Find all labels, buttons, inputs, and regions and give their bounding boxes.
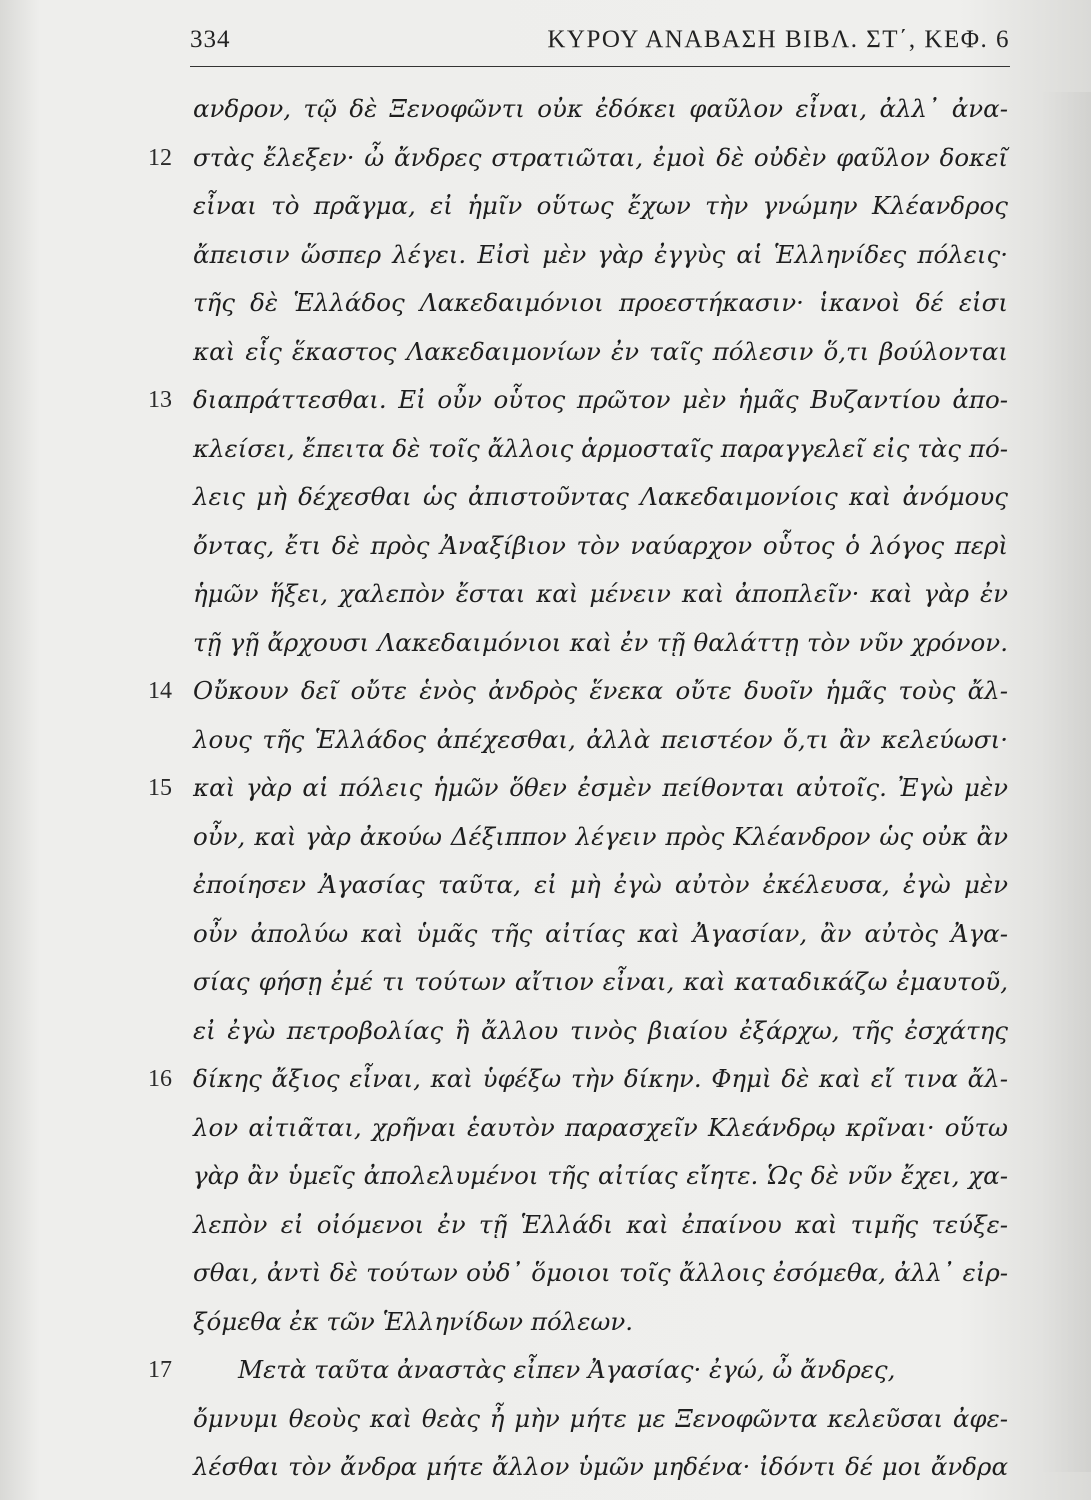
text-line	[0, 141, 1091, 190]
line-text: λέσθαι τὸν ἄνδρα μήτε ἄλλον ὑμῶν μηδένα· ἰδόντι δέ μοι ἄνδρα	[193, 1452, 1008, 1481]
line-text: ὄμνυμι θεοὺς καὶ θεὰς ἦ μὴν μήτε με Ξενοφῶντα κελεῦσαι ἀφε-	[193, 1403, 1008, 1433]
section-number: 13	[148, 387, 172, 413]
text-block	[0, 92, 1091, 1499]
section-number: 12	[148, 144, 172, 171]
page-number: 334	[190, 26, 231, 53]
line-text: λεπὸν εἰ οἰόμενοι ἐν τῇ Ἑλλάδι καὶ ἐπαίνου καὶ τιμῆς τεύξε-	[193, 1209, 1008, 1239]
text-line	[0, 189, 1091, 238]
line-text: καὶ εἷς ἕκαστος Λακεδαιμονίων ἐν ταῖς πόλεσιν ὅ,τι βούλονται	[193, 336, 1008, 366]
line-text: ἄπεισιν ὥσπερ λέγει. Εἰσὶ μὲν γὰρ ἐγγὺς αἱ Ἑλληνίδες πόλεις·	[193, 239, 1008, 269]
text-line	[0, 771, 1091, 820]
text-line	[0, 820, 1091, 869]
text-line	[0, 1208, 1091, 1257]
line-text: ἐποίησεν Ἀγασίας ταῦτα, εἰ μὴ ἐγὼ αὐτὸν ἐκέλευσα, ἐγὼ μὲν	[193, 870, 1008, 899]
section-number: 15	[148, 775, 172, 801]
line-text: Οὔκουν δεῖ οὔτε ἑνὸς ἀνδρὸς ἕνεκα οὔτε δυοῖν ἡμᾶς τοὺς ἄλ-	[193, 676, 1008, 705]
line-text: τῇ γῇ ἄρχουσι Λακεδαιμόνιοι καὶ ἐν τῇ θαλάττῃ τὸν νῦν χρόνον.	[193, 627, 1008, 657]
line-text: κλείσει, ἔπειτα δὲ τοῖς ἄλλοις ἁρμοσταῖς παραγγελεῖ εἰς τὰς πό-	[193, 433, 1008, 463]
text-line	[0, 1014, 1091, 1063]
text-line	[0, 92, 1091, 141]
text-line	[0, 432, 1091, 481]
text-line	[0, 1450, 1091, 1499]
text-line	[0, 335, 1091, 384]
text-line	[0, 238, 1091, 287]
page-header	[190, 26, 1010, 66]
line-text: διαπράττεσθαι. Εἰ οὖν οὗτος πρῶτον μὲν ἡμᾶς Βυζαντίου ἀπο-	[193, 385, 1008, 414]
line-text: λον αἰτιᾶται, χρῆναι ἑαυτὸν παρασχεῖν Κλεάνδρῳ κρῖναι· οὕτω	[193, 1112, 1008, 1142]
line-text: στὰς ἔλεξεν· ὦ ἄνδρες στρατιῶται, ἐμοὶ δὲ οὐδὲν φαῦλον δοκεῖ	[193, 142, 1008, 172]
section-number: 17	[148, 1357, 172, 1383]
line-text: Μετὰ ταῦτα ἀναστὰς εἶπεν Ἀγασίας· ἐγώ, ὦ ἄνδρες,	[238, 1355, 896, 1384]
text-line	[0, 529, 1091, 578]
section-number: 16	[148, 1066, 172, 1092]
text-line	[0, 917, 1091, 966]
line-text: ἡμῶν ἥξει, χαλεπὸν ἔσται καὶ μένειν καὶ ἀποπλεῖν· καὶ γὰρ ἐν	[193, 579, 1008, 608]
line-text: ὄντας, ἔτι δὲ πρὸς Ἀναξίβιον τὸν ναύαρχον οὗτος ὁ λόγος περὶ	[193, 530, 1008, 560]
running-title: ΚΥΡΟΥ ΑΝΑΒΑΣΗ ΒΙΒΛ. ΣΤ΄, ΚΕΦ. 6	[547, 26, 1010, 53]
text-line	[0, 1159, 1091, 1208]
text-line	[0, 577, 1091, 626]
line-text: σθαι, ἀντὶ δὲ τούτων οὐδ᾿ ὅμοιοι τοῖς ἄλλοις ἐσόμεθα, ἀλλ᾿ εἰρ-	[193, 1258, 1008, 1287]
text-line	[0, 1062, 1091, 1111]
text-line	[0, 723, 1091, 772]
header-rule	[190, 66, 1010, 67]
line-text: καὶ γὰρ αἱ πόλεις ἡμῶν ὅθεν ἐσμὲν πείθονται αὐτοῖς. Ἐγὼ μὲν	[193, 773, 1008, 802]
text-line	[0, 383, 1091, 432]
text-line	[0, 1111, 1091, 1160]
line-text: λους τῆς Ἑλλάδος ἀπέχεσθαι, ἀλλὰ πειστέον ὅ,τι ἂν κελεύωσι·	[193, 724, 1008, 754]
text-line	[0, 286, 1091, 335]
line-text: λεις μὴ δέχεσθαι ὡς ἀπιστοῦντας Λακεδαιμονίοις καὶ ἀνόμους	[193, 482, 1008, 511]
text-line	[0, 965, 1091, 1014]
line-text: σίας φήσῃ ἐμέ τι τούτων αἴτιον εἶναι, καὶ καταδικάζω ἐμαυτοῦ,	[193, 967, 1008, 996]
text-line	[0, 1353, 1091, 1402]
section-number: 14	[148, 678, 172, 704]
text-line	[0, 480, 1091, 529]
line-text: εἰ ἐγὼ πετροβολίας ἢ ἄλλου τινὸς βιαίου ἐξάρχω, τῆς ἐσχάτης	[193, 1015, 1008, 1045]
text-line	[0, 1256, 1091, 1305]
line-text: τῆς δὲ Ἑλλάδος Λακεδαιμόνιοι προεστήκασιν· ἱκανοὶ δέ εἰσι	[193, 288, 1008, 317]
line-text: ανδρον, τῷ δὲ Ξενοφῶντι οὐκ ἐδόκει φαῦλον εἶναι, ἀλλ᾿ ἀνα-	[193, 94, 1008, 123]
line-text: οὖν, καὶ γὰρ ἀκούω Δέξιππον λέγειν πρὸς Κλέανδρον ὡς οὐκ ἂν	[193, 821, 1008, 851]
text-line	[0, 868, 1091, 917]
line-text: ξόμεθα ἐκ τῶν Ἑλληνίδων πόλεων.	[193, 1306, 634, 1336]
text-line	[0, 1402, 1091, 1451]
line-text: δίκης ἄξιος εἶναι, καὶ ὑφέξω τὴν δίκην. Φημὶ δὲ καὶ εἴ τινα ἄλ-	[193, 1064, 1008, 1093]
line-text: εἶναι τὸ πρᾶγμα, εἰ ἡμῖν οὕτως ἔχων τὴν γνώμην Κλέανδρος	[193, 191, 1008, 220]
line-text: οὖν ἀπολύω καὶ ὑμᾶς τῆς αἰτίας καὶ Ἀγασίαν, ἂν αὐτὸς Ἀγα-	[193, 918, 1008, 948]
line-text: γὰρ ἂν ὑμεῖς ἀπολελυμένοι τῆς αἰτίας εἴητε. Ὡς δὲ νῦν ἔχει, χα-	[193, 1161, 1008, 1190]
text-line	[0, 626, 1091, 675]
text-line	[0, 1305, 1091, 1354]
text-line	[0, 674, 1091, 723]
